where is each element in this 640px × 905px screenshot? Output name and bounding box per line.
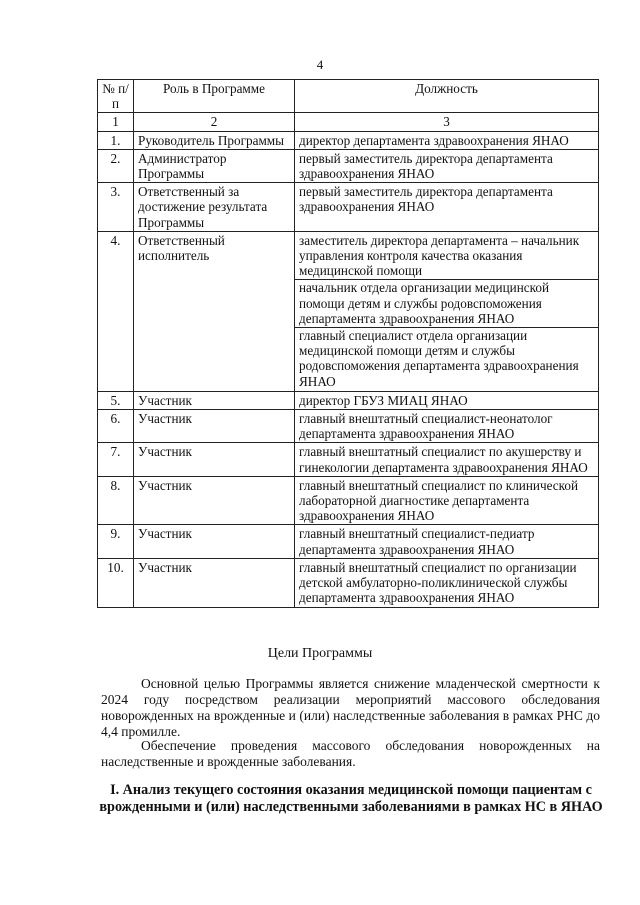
row-number: 4. xyxy=(98,231,134,391)
table-row xyxy=(98,183,599,232)
row-role: Администратор Программы xyxy=(134,149,295,182)
row-number: 10. xyxy=(98,558,134,607)
row-positions xyxy=(295,231,599,391)
row-position: главный внештатный специалист-неонатолог департамента здравоохранения ЯНАО xyxy=(295,410,599,443)
goals-title: Цели Программы xyxy=(267,646,373,661)
header-role: Роль в Программе xyxy=(134,80,295,113)
column-number: 1 xyxy=(98,113,134,131)
row-position: главный внештатный специалист-педиатр департамента здравоохранения ЯНАО xyxy=(295,525,599,558)
table-row xyxy=(98,391,599,409)
table-row xyxy=(98,149,599,182)
goal-paragraph: Основной целью Программы является снижение младенческой смертности к 2024 году посредством реализации мероприятий массового обследования новорожденных на врожденные и (или) наследственные заболевания в рамках РНС до 4,4 промилле. xyxy=(101,676,600,739)
row-role: Участник xyxy=(134,443,295,476)
row-position: главный внештатный специалист по организации детской амбулаторно-поликлинической службы департамента здравоохранения ЯНАО xyxy=(295,558,599,607)
row-role: Участник xyxy=(134,410,295,443)
row-position: начальник отдела организации медицинской помощи детям и службы родовспоможения департамента здравоохранения ЯНАО xyxy=(295,280,598,328)
row-number: 8. xyxy=(98,476,134,525)
row-position: первый заместитель директора департамента здравоохранения ЯНАО xyxy=(295,183,599,232)
row-number: 6. xyxy=(98,410,134,443)
row-role: Ответственный за достижение результата Программы xyxy=(134,183,295,232)
table-row xyxy=(98,131,599,149)
row-role: Участник xyxy=(134,391,295,409)
table-header-row xyxy=(98,80,599,113)
row-position: главный внештатный специалист по клинической лабораторной диагностике департамента здравоохранения ЯНАО xyxy=(295,476,599,525)
row-role: Участник xyxy=(134,476,295,525)
table-row xyxy=(98,525,599,558)
goal-paragraph: Обеспечение проведения массового обследования новорожденных на наследственные и врожденные заболевания. xyxy=(101,738,600,769)
row-number: 2. xyxy=(98,149,134,182)
column-number: 2 xyxy=(134,113,295,131)
row-number: 9. xyxy=(98,525,134,558)
roles-table xyxy=(97,79,599,608)
header-position: Должность xyxy=(295,80,599,113)
row-position: заместитель директора департамента – начальник управления контроля качества оказания медицинской помощи xyxy=(295,233,598,281)
row-role: Участник xyxy=(134,558,295,607)
table-row xyxy=(98,231,599,391)
page-number: 4 xyxy=(316,57,324,72)
row-role: Руководитель Программы xyxy=(134,131,295,149)
row-role: Ответственный исполнитель xyxy=(134,231,295,391)
section-heading: I. Анализ текущего состояния оказания медицинской помощи пациентам с врожденными и (или) наследственными заболеваниями в рамках НС в ЯНАО xyxy=(99,782,603,815)
column-number: 3 xyxy=(295,113,599,131)
table-row xyxy=(98,410,599,443)
row-position: директор департамента здравоохранения ЯНАО xyxy=(295,131,599,149)
row-number: 7. xyxy=(98,443,134,476)
table-row xyxy=(98,443,599,476)
header-number: № п/п xyxy=(98,80,134,113)
row-position: директор ГБУЗ МИАЦ ЯНАО xyxy=(295,391,599,409)
table-row xyxy=(98,476,599,525)
row-number: 1. xyxy=(98,131,134,149)
row-number: 5. xyxy=(98,391,134,409)
row-position: главный внештатный специалист по акушерству и гинекологии департамента здравоохранения ЯНАО xyxy=(295,443,599,476)
column-numbers-row xyxy=(98,113,599,131)
row-position: первый заместитель директора департамента здравоохранения ЯНАО xyxy=(295,149,599,182)
row-position: главный специалист отдела организации медицинской помощи детям и службы родовспоможения департамента здравоохранения ЯНАО xyxy=(299,328,579,389)
row-number: 3. xyxy=(98,183,134,232)
row-role: Участник xyxy=(134,525,295,558)
table-row xyxy=(98,558,599,607)
